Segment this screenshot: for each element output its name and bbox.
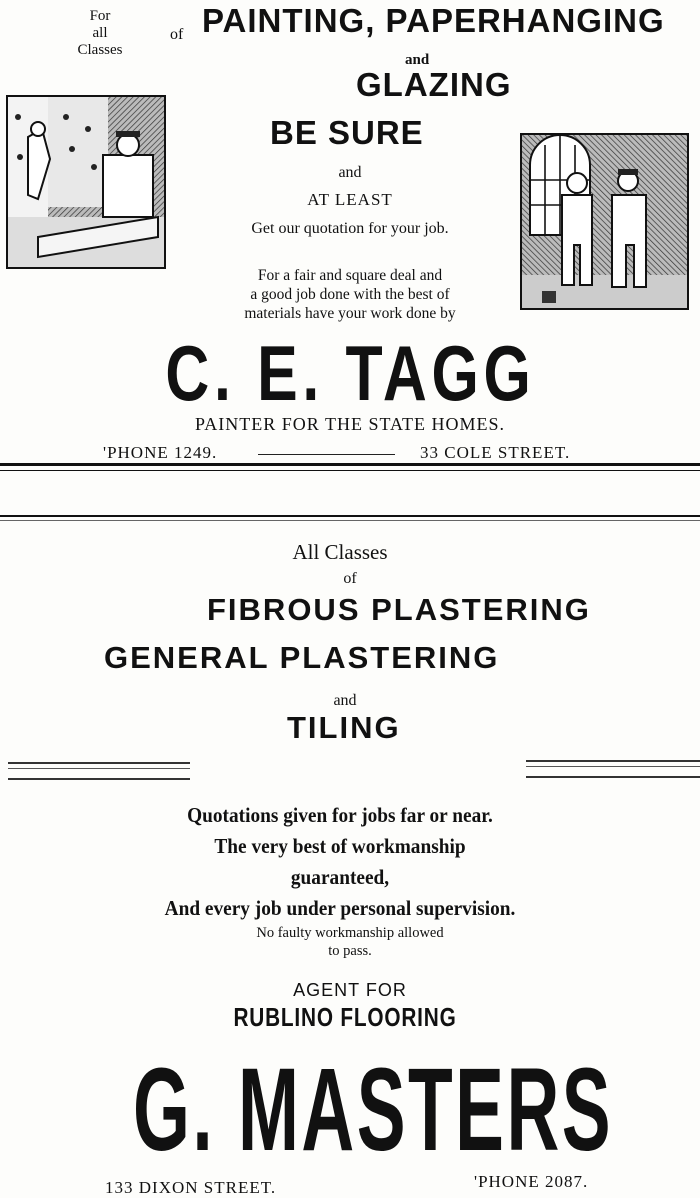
phone-number: 'PHONE 2087.: [474, 1172, 589, 1191]
glazing-heading: GLAZING: [356, 66, 512, 103]
rublino-flooring: RUBLINO FLOORING: [233, 1002, 457, 1032]
painter-for-state-homes: PAINTER FOR THE STATE HOMES.: [194, 414, 506, 434]
agent-for-label: AGENT FOR: [293, 980, 407, 1000]
for-all-line: Classes: [77, 42, 123, 58]
be-sure-heading: BE SURE: [270, 114, 424, 151]
decorative-rule-right: [526, 760, 700, 778]
street-address: 133 DIXON STREET.: [105, 1178, 277, 1197]
business-name-tagg: C. E. TAGG: [165, 329, 536, 417]
for-all-line: all: [92, 25, 108, 41]
general-plastering-heading: GENERAL PLASTERING: [104, 640, 500, 675]
fibrous-plastering-heading: FIBROUS PLASTERING: [207, 592, 591, 627]
quotations-line: The very best of workmanship: [214, 834, 466, 858]
decorative-rule-left: [8, 762, 190, 780]
and-label: and: [333, 692, 357, 709]
separator-rule: [0, 520, 700, 521]
street-address: 33 COLE STREET.: [420, 443, 571, 462]
quotation-line: Get our quotation for your job.: [251, 220, 449, 237]
divider-line: [258, 454, 395, 455]
for-all-classes: [70, 8, 130, 59]
for-all-line: For: [89, 8, 111, 24]
separator-rule: [0, 470, 700, 471]
fair-deal-line: a good job done with the best of: [250, 286, 450, 303]
all-classes-heading: All Classes: [292, 540, 388, 564]
no-faulty-line: to pass.: [328, 943, 372, 959]
fair-deal-text: [200, 266, 500, 323]
of-label: of: [343, 570, 357, 587]
paperhanger-illustration: [6, 95, 166, 269]
no-faulty-text: [0, 924, 700, 960]
quotations-line: Quotations given for jobs far or near.: [187, 803, 493, 827]
tiling-heading: TILING: [287, 710, 401, 745]
business-name-masters: G. MASTERS: [133, 1044, 614, 1176]
at-least-label: AT LEAST: [307, 190, 393, 209]
separator-rule: [0, 515, 700, 517]
painters-icon: [522, 135, 687, 308]
of-label: of: [170, 26, 184, 43]
quotations-line: And every job under personal supervision.: [164, 896, 516, 920]
painting-headline: PAINTING, PAPERHANGING: [202, 2, 665, 39]
painters-illustration: [520, 133, 689, 310]
fair-deal-line: For a fair and square deal and: [257, 267, 443, 284]
and-label: and: [405, 52, 430, 68]
separator-rule: [0, 463, 700, 466]
paperhanger-icon: [8, 97, 164, 267]
quotations-text: [27, 800, 653, 924]
no-faulty-line: No faulty workmanship allowed: [256, 925, 444, 941]
quotations-line: guaranteed,: [290, 865, 390, 889]
phone-number: 'PHONE 1249.: [103, 443, 218, 462]
fair-deal-line: materials have your work done by: [244, 305, 456, 322]
and-label: and: [338, 164, 362, 181]
